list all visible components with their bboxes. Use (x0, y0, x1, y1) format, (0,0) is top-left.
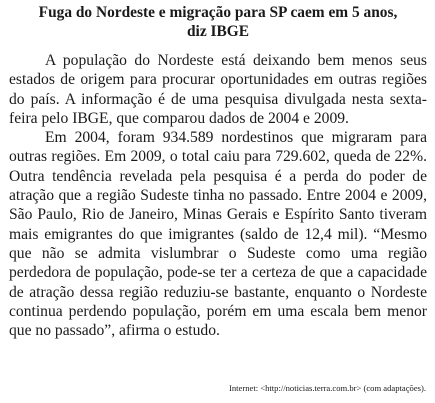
article-body (9, 51, 427, 340)
article-paragraph-1: A população do Nordeste está deixando bem menos seus estados de origem para procurar oportunidades em outras regiões do país. A informação é de uma pesquisa divulgada nesta sexta-feira pelo IBGE, que comparou dados de 2004 e 2009. (9, 52, 427, 127)
article-paragraph-2: Em 2004, foram 934.589 nordestinos que migraram para outras regiões. Em 2009, o total caiu para 729.602, queda de 22%. Outra tendência revelada pela pesquisa é a perda do poder de atração que a região Sudeste tinha no passado. Entre 2004 e 2009, São Paulo, Rio de Janeiro, Minas Gerais e Espírito Santo tiveram mais emigrantes do que imigrantes (saldo de 12,4 mil). “Mesmo que não se admita vislumbrar o Sudeste como uma região perdedora de população, pode-se ter a certeza de que a capacidade de atração dessa região reduziu-se bastante, enquanto o Nordeste continua perdendo população, porém em uma escala bem menor que no passado”, afirma o estudo. (9, 129, 427, 340)
article-title (9, 4, 427, 41)
article-source-credit: Internet: <http://noticias.terra.com.br> (com adaptações). (228, 383, 426, 393)
article-title-line-2: diz IBGE (186, 22, 249, 40)
article-title-line-1: Fuga do Nordeste e migração para SP caem em 5 anos, (38, 4, 398, 21)
